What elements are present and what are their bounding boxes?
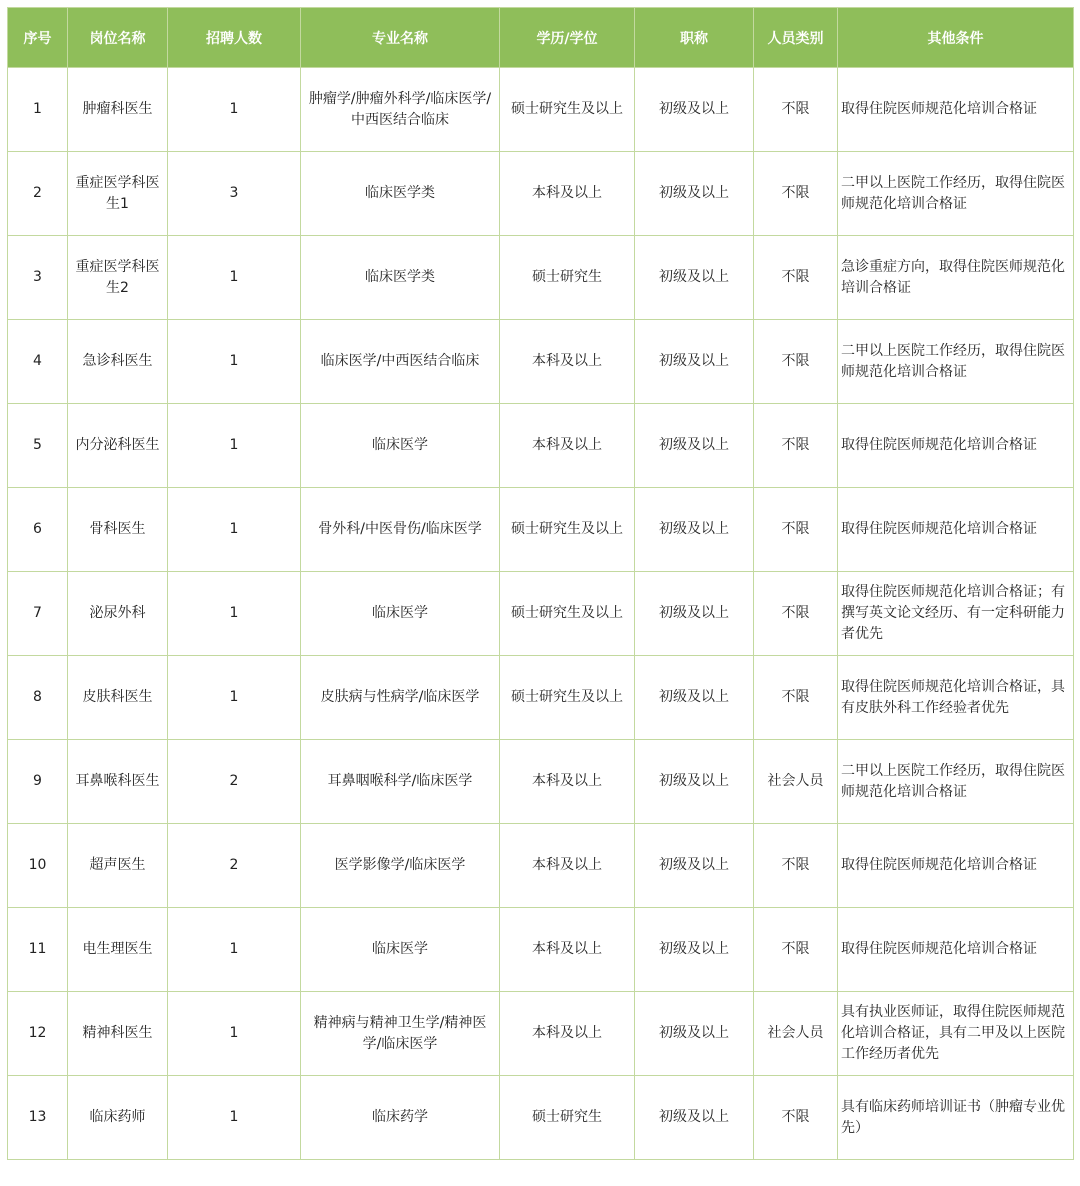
- cell-index: 3: [8, 236, 68, 320]
- cell-count: 1: [168, 1076, 301, 1160]
- cell-title: 初级及以上: [635, 152, 754, 236]
- cell-major: 临床医学: [301, 572, 500, 656]
- cell-conditions: 取得住院医师规范化培训合格证: [838, 404, 1074, 488]
- cell-category: 社会人员: [754, 992, 838, 1076]
- cell-education: 硕士研究生: [500, 1076, 635, 1160]
- cell-position: 泌尿外科: [68, 572, 168, 656]
- cell-title: 初级及以上: [635, 488, 754, 572]
- cell-category: 不限: [754, 320, 838, 404]
- cell-title: 初级及以上: [635, 824, 754, 908]
- cell-position: 耳鼻喉科医生: [68, 740, 168, 824]
- cell-major: 耳鼻咽喉科学/临床医学: [301, 740, 500, 824]
- cell-title: 初级及以上: [635, 740, 754, 824]
- table-row: [8, 236, 1074, 320]
- cell-education: 硕士研究生及以上: [500, 488, 635, 572]
- table-row: [8, 824, 1074, 908]
- cell-conditions: 取得住院医师规范化培训合格证；有撰写英文论文经历、有一定科研能力者优先: [838, 572, 1074, 656]
- cell-category: 不限: [754, 572, 838, 656]
- cell-education: 本科及以上: [500, 152, 635, 236]
- cell-major: 临床医学/中西医结合临床: [301, 320, 500, 404]
- cell-count: 1: [168, 572, 301, 656]
- cell-title: 初级及以上: [635, 908, 754, 992]
- cell-category: 不限: [754, 488, 838, 572]
- cell-category: 不限: [754, 1076, 838, 1160]
- cell-education: 本科及以上: [500, 404, 635, 488]
- col-header-category: 人员类别: [754, 8, 838, 68]
- cell-index: 7: [8, 572, 68, 656]
- cell-conditions: 二甲以上医院工作经历，取得住院医师规范化培训合格证: [838, 152, 1074, 236]
- table-row: [8, 404, 1074, 488]
- cell-category: 不限: [754, 236, 838, 320]
- cell-major: 皮肤病与性病学/临床医学: [301, 656, 500, 740]
- cell-position: 皮肤科医生: [68, 656, 168, 740]
- cell-conditions: 取得住院医师规范化培训合格证: [838, 488, 1074, 572]
- cell-count: 2: [168, 824, 301, 908]
- cell-major: 肿瘤学/肿瘤外科学/临床医学/中西医结合临床: [301, 68, 500, 152]
- cell-conditions: 二甲以上医院工作经历，取得住院医师规范化培训合格证: [838, 320, 1074, 404]
- cell-education: 硕士研究生及以上: [500, 656, 635, 740]
- cell-conditions: 取得住院医师规范化培训合格证，具有皮肤外科工作经验者优先: [838, 656, 1074, 740]
- cell-position: 超声医生: [68, 824, 168, 908]
- table-row: [8, 908, 1074, 992]
- cell-count: 1: [168, 908, 301, 992]
- col-header-education: 学历/学位: [500, 8, 635, 68]
- cell-count: 3: [168, 152, 301, 236]
- cell-conditions: 急诊重症方向，取得住院医师规范化培训合格证: [838, 236, 1074, 320]
- cell-conditions: 二甲以上医院工作经历，取得住院医师规范化培训合格证: [838, 740, 1074, 824]
- cell-title: 初级及以上: [635, 992, 754, 1076]
- cell-index: 5: [8, 404, 68, 488]
- cell-major: 临床医学: [301, 404, 500, 488]
- table-row: [8, 740, 1074, 824]
- cell-count: 1: [168, 236, 301, 320]
- recruitment-table-container: [7, 7, 1074, 1160]
- col-header-position: 岗位名称: [68, 8, 168, 68]
- cell-education: 本科及以上: [500, 320, 635, 404]
- cell-index: 9: [8, 740, 68, 824]
- cell-position: 肿瘤科医生: [68, 68, 168, 152]
- cell-conditions: 具有执业医师证，取得住院医师规范化培训合格证，具有二甲及以上医院工作经历者优先: [838, 992, 1074, 1076]
- cell-position: 电生理医生: [68, 908, 168, 992]
- cell-index: 8: [8, 656, 68, 740]
- cell-index: 2: [8, 152, 68, 236]
- cell-count: 1: [168, 404, 301, 488]
- cell-count: 2: [168, 740, 301, 824]
- table-row: [8, 572, 1074, 656]
- col-header-conditions: 其他条件: [838, 8, 1074, 68]
- cell-category: 不限: [754, 152, 838, 236]
- cell-index: 6: [8, 488, 68, 572]
- col-header-major: 专业名称: [301, 8, 500, 68]
- cell-category: 不限: [754, 404, 838, 488]
- cell-title: 初级及以上: [635, 1076, 754, 1160]
- cell-title: 初级及以上: [635, 68, 754, 152]
- cell-index: 12: [8, 992, 68, 1076]
- table-body: [8, 68, 1074, 1160]
- cell-position: 内分泌科医生: [68, 404, 168, 488]
- cell-major: 临床药学: [301, 1076, 500, 1160]
- cell-count: 1: [168, 68, 301, 152]
- cell-conditions: 具有临床药师培训证书（肿瘤专业优先）: [838, 1076, 1074, 1160]
- table-row: [8, 152, 1074, 236]
- cell-conditions: 取得住院医师规范化培训合格证: [838, 908, 1074, 992]
- cell-education: 本科及以上: [500, 992, 635, 1076]
- cell-category: 不限: [754, 824, 838, 908]
- col-header-title: 职称: [635, 8, 754, 68]
- cell-title: 初级及以上: [635, 236, 754, 320]
- table-row: [8, 1076, 1074, 1160]
- cell-position: 临床药师: [68, 1076, 168, 1160]
- table-row: [8, 488, 1074, 572]
- table-row: [8, 320, 1074, 404]
- cell-count: 1: [168, 992, 301, 1076]
- cell-major: 临床医学: [301, 908, 500, 992]
- cell-conditions: 取得住院医师规范化培训合格证: [838, 68, 1074, 152]
- cell-position: 急诊科医生: [68, 320, 168, 404]
- cell-category: 不限: [754, 68, 838, 152]
- cell-title: 初级及以上: [635, 404, 754, 488]
- cell-category: 不限: [754, 908, 838, 992]
- cell-position: 重症医学科医生2: [68, 236, 168, 320]
- cell-education: 本科及以上: [500, 908, 635, 992]
- cell-count: 1: [168, 320, 301, 404]
- cell-conditions: 取得住院医师规范化培训合格证: [838, 824, 1074, 908]
- cell-position: 精神科医生: [68, 992, 168, 1076]
- cell-title: 初级及以上: [635, 572, 754, 656]
- cell-position: 重症医学科医生1: [68, 152, 168, 236]
- cell-education: 硕士研究生: [500, 236, 635, 320]
- cell-education: 硕士研究生及以上: [500, 572, 635, 656]
- cell-education: 本科及以上: [500, 740, 635, 824]
- cell-index: 4: [8, 320, 68, 404]
- cell-position: 骨科医生: [68, 488, 168, 572]
- table-row: [8, 68, 1074, 152]
- cell-major: 临床医学类: [301, 236, 500, 320]
- cell-education: 硕士研究生及以上: [500, 68, 635, 152]
- table-row: [8, 992, 1074, 1076]
- table-header-row: [8, 8, 1074, 68]
- cell-index: 13: [8, 1076, 68, 1160]
- cell-index: 1: [8, 68, 68, 152]
- cell-count: 1: [168, 488, 301, 572]
- cell-title: 初级及以上: [635, 656, 754, 740]
- col-header-count: 招聘人数: [168, 8, 301, 68]
- cell-major: 临床医学类: [301, 152, 500, 236]
- cell-index: 11: [8, 908, 68, 992]
- col-header-index: 序号: [8, 8, 68, 68]
- cell-index: 10: [8, 824, 68, 908]
- cell-major: 骨外科/中医骨伤/临床医学: [301, 488, 500, 572]
- cell-category: 社会人员: [754, 740, 838, 824]
- cell-education: 本科及以上: [500, 824, 635, 908]
- cell-major: 精神病与精神卫生学/精神医学/临床医学: [301, 992, 500, 1076]
- table-row: [8, 656, 1074, 740]
- cell-count: 1: [168, 656, 301, 740]
- recruitment-table: [7, 7, 1074, 1160]
- cell-category: 不限: [754, 656, 838, 740]
- cell-major: 医学影像学/临床医学: [301, 824, 500, 908]
- cell-title: 初级及以上: [635, 320, 754, 404]
